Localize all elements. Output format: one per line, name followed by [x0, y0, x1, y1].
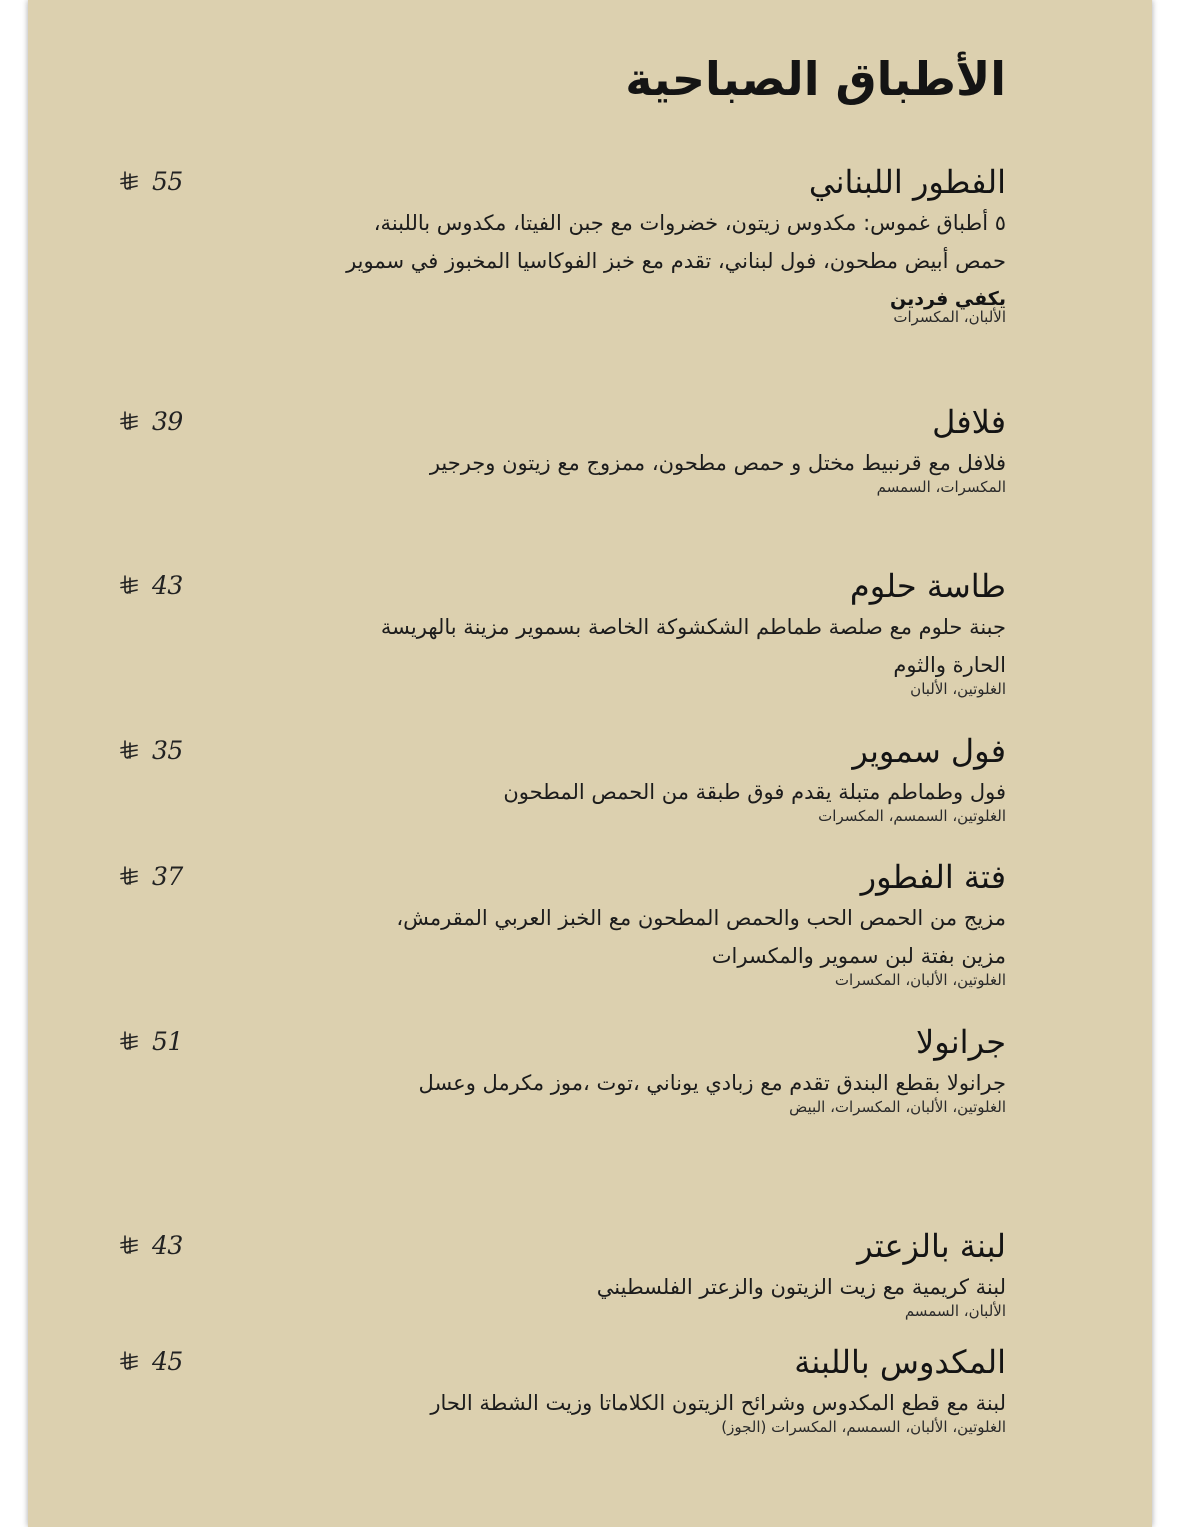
- menu-item-description: ٥ أطباق غموس: مكدوس زيتون، خضروات مع جبن الفيتا، مكدوس باللبنة، حمص أبيض مطحون، فول لبناني، تقدم مع خبز الفوكاسيا المخبوز في سموير: [346, 211, 1006, 273]
- menu-item-price: [120, 1024, 183, 1058]
- menu-item-allergens: الغلوتين، الألبان، السمسم، المكسرات (الجوز): [721, 1418, 1006, 1436]
- menu-item-description: فلافل مع قرنبيط مختل و حمص مطحون، ممزوج مع زيتون وجرجير: [429, 451, 1006, 475]
- menu-item-price-value: 35: [152, 735, 183, 765]
- menu-item-name: المكدوس باللبنة: [794, 1343, 1006, 1381]
- menu-item-text: [346, 564, 1006, 698]
- menu-item-allergens: الغلوتين، الألبان، المكسرات، البيض: [789, 1098, 1006, 1116]
- menu-item-text: [346, 1224, 1006, 1320]
- menu-item-text: [346, 160, 1006, 326]
- saudi-riyal-icon: [120, 410, 138, 432]
- menu-item-text: [346, 855, 1006, 989]
- menu-item-name: فول سموير: [852, 732, 1006, 770]
- menu-item-text: [346, 1340, 1006, 1436]
- menu-item-name: فلافل: [932, 403, 1006, 441]
- menu-item-name: الفطور اللبناني: [808, 163, 1006, 201]
- menu-item-allergens: الغلوتين، الألبان: [910, 680, 1006, 698]
- menu-item-price: [120, 859, 183, 893]
- menu-item-price-value: 51: [152, 1026, 183, 1056]
- menu-item-allergens: المكسرات، السمسم: [876, 478, 1006, 496]
- menu-item-description: مزيج من الحمص الحب والحمص المطحون مع الخبز العربي المقرمش، مزين بفتة لبن سموير والمكسرات: [396, 906, 1006, 968]
- menu-item-price: [120, 568, 183, 602]
- menu-item-allergens: الغلوتين، السمسم، المكسرات: [818, 807, 1006, 825]
- menu-item-serves: يكفي فردين: [890, 288, 1006, 310]
- menu-item-description: فول وطماطم متبلة يقدم فوق طبقة من الحمص المطحون: [503, 780, 1006, 804]
- menu-item-name: فتة الفطور: [860, 858, 1006, 896]
- menu-item-text: [346, 400, 1006, 496]
- menu-item-description: لبنة مع قطع المكدوس وشرائح الزيتون الكلاماتا وزيت الشطة الحار: [430, 1391, 1006, 1415]
- menu-item-price-value: 55: [152, 166, 183, 196]
- saudi-riyal-icon: [120, 865, 138, 887]
- saudi-riyal-icon: [120, 170, 138, 192]
- menu-item-description: لبنة كريمية مع زيت الزيتون والزعتر الفلسطيني: [596, 1275, 1006, 1299]
- menu-item-description: جبنة حلوم مع صلصة طماطم الشكشوكة الخاصة بسموير مزينة بالهريسة الحارة والثوم: [380, 615, 1006, 677]
- menu-item-allergens: الألبان، المكسرات: [893, 308, 1006, 326]
- page-title: الأطباق الصباحية: [625, 52, 1006, 106]
- menu-item-text: [346, 1020, 1006, 1116]
- menu-item-description: جرانولا بقطع البندق تقدم مع زبادي يوناني ،توت ،موز مكرمل وعسل: [418, 1071, 1006, 1095]
- menu-item-price: [120, 1228, 183, 1262]
- menu-item-price: [120, 1344, 183, 1378]
- menu-item-allergens: الألبان، السمسم: [904, 1302, 1006, 1320]
- saudi-riyal-icon: [120, 1350, 138, 1372]
- saudi-riyal-icon: [120, 1234, 138, 1256]
- menu-item-price-value: 39: [152, 406, 183, 436]
- saudi-riyal-icon: [120, 1030, 138, 1052]
- menu-page: [28, 0, 1152, 1527]
- menu-item-name: جرانولا: [915, 1023, 1006, 1061]
- saudi-riyal-icon: [120, 574, 138, 596]
- saudi-riyal-icon: [120, 739, 138, 761]
- menu-item-name: لبنة بالزعتر: [857, 1227, 1006, 1265]
- menu-item-price: [120, 164, 183, 198]
- menu-item-price: [120, 733, 183, 767]
- menu-item-price-value: 45: [152, 1346, 183, 1376]
- menu-item-price-value: 43: [152, 1230, 183, 1260]
- menu-item-price-value: 37: [152, 861, 183, 891]
- menu-item-allergens: الغلوتين، الألبان، المكسرات: [834, 971, 1006, 989]
- menu-item-price: [120, 404, 183, 438]
- menu-item-price-value: 43: [152, 570, 183, 600]
- menu-item-text: [346, 729, 1006, 825]
- menu-item-name: طاسة حلوم: [849, 567, 1006, 605]
